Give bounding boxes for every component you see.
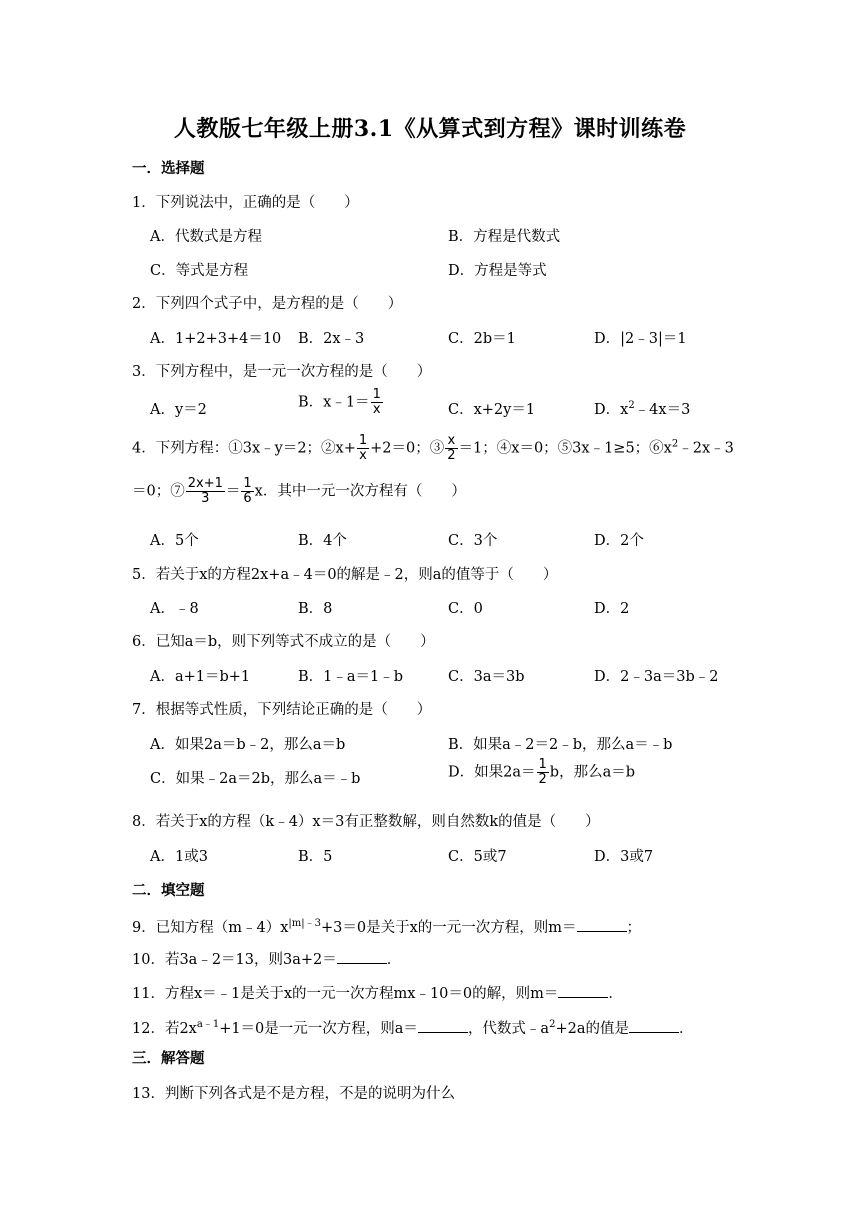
question-3-option-d: [594, 398, 690, 419]
fraction-numerator: 1: [358, 433, 368, 448]
section-heading-answer: 三．解答题: [132, 1050, 205, 1067]
question-9-text: 9．已知方程（m﹣4）x: [132, 920, 289, 936]
question-6-stem: 6．已知a＝b，则下列等式不成立的是（ ）: [132, 634, 435, 650]
section-heading-choice: 一．选择题: [132, 160, 205, 177]
question-3-stem: 3．下列方程中，是一元一次方程的是（ ）: [132, 364, 432, 380]
question-4-option-b: B．4个: [298, 533, 347, 549]
superscript: 2: [549, 1019, 556, 1030]
question-2-stem: 2．下列四个式子中，是方程的是（ ）: [132, 296, 403, 312]
question-1-stem: 1．下列说法中，正确的是（ ）: [132, 195, 359, 211]
question-7-option-b: B．如果a﹣2＝2﹣b，那么a＝﹣b: [448, 737, 673, 753]
question-1-option-b: B．方程是代数式: [448, 229, 561, 245]
question-5-option-c: C．0: [448, 601, 483, 617]
question-5-option-a: A．﹣8: [150, 601, 199, 617]
question-2-option-a: A．1+2+3+4＝10: [150, 331, 282, 347]
question-6-option-b: B．1﹣a＝1﹣b: [298, 669, 404, 685]
fraction-denominator: 2: [538, 772, 547, 787]
question-8-option-b: B．5: [298, 849, 333, 865]
question-13-stem: 13．判断下列各式是不是方程，不是的说明为什么: [132, 1086, 455, 1102]
question-8-option-c: C．5或7: [448, 849, 507, 865]
question-2-option-d: D．|2﹣3|＝1: [594, 331, 687, 347]
question-1-option-c: C．等式是方程: [150, 263, 249, 279]
question-9-text: +3＝0是关于x的一元一次方程，则m＝: [320, 920, 577, 936]
question-1-option-a: A．代数式是方程: [150, 229, 262, 245]
question-12-text: ．: [679, 1021, 694, 1037]
question-7-stem: 7．根据等式性质，下列结论正确的是（ ）: [132, 702, 432, 718]
superscript: 2: [671, 438, 679, 450]
question-7-option-d-suffix: b，那么a＝b: [549, 764, 635, 781]
question-8-option-d: D．3或7: [594, 849, 654, 865]
fraction-numerator: 1: [243, 476, 252, 491]
question-8-option-a: A．1或3: [150, 849, 208, 865]
superscript: a﹣1: [196, 1019, 220, 1030]
question-4-text: +2＝0；③: [370, 440, 445, 457]
fraction-numerator: 1: [538, 757, 547, 772]
question-2-option-c: C．2b＝1: [448, 331, 516, 347]
fraction-denominator: 3: [201, 491, 210, 506]
question-2-option-b: B．2x﹣3: [298, 331, 365, 347]
question-12-text: ，代数式﹣a: [467, 1021, 550, 1037]
question-12-text: 12．若2x: [132, 1021, 197, 1037]
fraction: [371, 388, 383, 417]
question-9-text: ；: [626, 920, 642, 936]
answer-blank: [577, 919, 627, 932]
fraction: [445, 434, 457, 463]
question-4-text: ＝0；⑦: [132, 483, 185, 500]
question-10: [132, 948, 401, 969]
question-4-option-a: A．5个: [150, 533, 199, 549]
question-4-text: ﹣2x﹣3: [678, 440, 734, 457]
question-6-option-a: A．a+1＝b+1: [150, 669, 251, 685]
fraction: [537, 758, 549, 787]
question-11-text: ．: [608, 986, 623, 1002]
fraction-denominator: 6: [243, 491, 252, 506]
question-12-text: +1＝0是一元一次方程，则a＝: [219, 1021, 418, 1037]
answer-blank: [337, 951, 387, 964]
superscript: 2: [628, 400, 635, 411]
question-10-text: ．: [386, 952, 402, 968]
fraction: [241, 477, 253, 506]
superscript: |m|﹣3: [288, 918, 321, 929]
question-7-option-d: [448, 758, 635, 787]
question-9: [132, 914, 641, 937]
question-4-text: ＝1；④x＝0；⑤3x﹣1≥5；⑥x: [458, 440, 672, 457]
question-12: [132, 1015, 694, 1038]
fraction-denominator: 2: [447, 448, 456, 463]
question-4-text: x．其中一元一次方程有（ ）: [254, 483, 466, 500]
fraction: [357, 434, 369, 463]
question-4-option-c: C．3个: [448, 533, 498, 549]
question-12-text: +2a的值是: [555, 1021, 629, 1037]
question-6-option-d: D．2﹣3a＝3b﹣2: [594, 669, 719, 685]
fraction-numerator: x: [445, 434, 457, 449]
question-4-option-d: D．2个: [594, 533, 644, 549]
question-3-option-a: A．y＝2: [150, 402, 207, 418]
question-11: [132, 982, 623, 1003]
answer-blank: [558, 985, 608, 998]
section-heading-fill-blank: 二．填空题: [132, 882, 205, 899]
answer-blank: [629, 1020, 679, 1033]
question-11-text: 11．方程x＝﹣1是关于x的一元一次方程mx﹣10＝0的解，则m＝: [132, 986, 559, 1002]
question-3-option-b-prefix: B．x﹣1＝: [298, 394, 370, 411]
question-5-stem: 5．若关于x的方程2x+a﹣4＝0的解是﹣2，则a的值等于（ ）: [132, 567, 558, 583]
question-10-text: 10．若3a﹣2＝13，则3a+2＝: [132, 952, 337, 968]
question-4-stem-line-2: [132, 477, 466, 506]
fraction: [186, 477, 225, 506]
fraction-denominator: x: [372, 402, 381, 417]
question-3-option-c: C．x+2y＝1: [448, 402, 536, 418]
question-3-option-d-prefix: D．x: [594, 402, 629, 418]
question-6-option-c: C．3a＝3b: [448, 669, 525, 685]
question-4-stem-line-1: [132, 434, 734, 463]
question-3-option-d-suffix: ﹣4x＝3: [634, 402, 691, 418]
question-5-option-b: B．8: [298, 601, 333, 617]
fraction-denominator: x: [359, 448, 367, 463]
question-8-stem: 8．若关于x的方程（k﹣4）x＝3有正整数解，则自然数k的值是（ ）: [132, 814, 600, 830]
fraction-numerator: 1: [372, 387, 381, 402]
page-title: 人教版七年级上册3.1《从算式到方程》课时训练卷: [173, 116, 687, 142]
question-4-text: 4．下列方程：①3x﹣y＝2；②x+: [132, 440, 356, 457]
question-3-option-b: [298, 388, 384, 417]
fraction-numerator: 2x+1: [187, 476, 223, 491]
question-1-option-d: D．方程是等式: [448, 263, 547, 279]
question-7-option-c: C．如果﹣2a＝2b，那么a＝﹣b: [150, 771, 361, 787]
question-7-option-a: A．如果2a＝b﹣2，那么a＝b: [150, 737, 346, 753]
question-7-option-d-prefix: D．如果2a＝: [448, 764, 536, 781]
answer-blank: [418, 1020, 468, 1033]
question-5-option-d: D．2: [594, 601, 630, 617]
question-4-text: ＝: [225, 483, 241, 500]
